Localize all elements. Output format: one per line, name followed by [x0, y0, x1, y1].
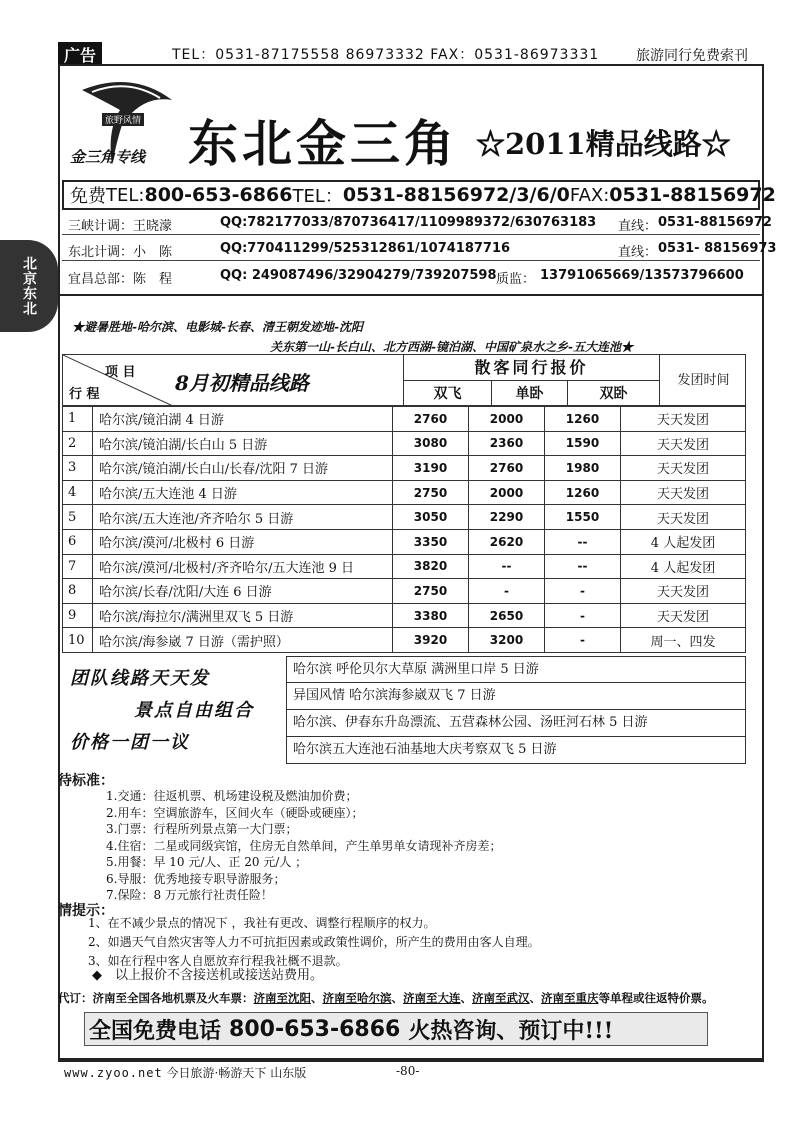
row-number: 1 [63, 407, 93, 432]
standard-item: 5.用餐：早 10 元/人、正 20 元/人 ； [106, 855, 308, 869]
table-row [63, 579, 746, 604]
agent-prefix: 代订：济南至全国各地机票及火车票： [58, 991, 254, 1005]
price-double-sleeper: - [545, 628, 621, 653]
price-table-header [62, 354, 746, 406]
staff-line: 0531- 88156973 [658, 241, 777, 256]
staff-qq: QQ:770411299/525312861/1074187716 [220, 241, 511, 256]
price-double-sleeper: -- [545, 554, 621, 579]
agent-route[interactable]: 济南至哈尔滨 [322, 991, 392, 1005]
price-double-sleeper: -- [545, 529, 621, 554]
route-label: 行 程 [69, 387, 100, 402]
footer [64, 1064, 306, 1081]
price-single-sleeper: 2290 [469, 505, 545, 530]
staff-dept: 东北计调：小 陈 [68, 245, 173, 260]
table-row [63, 554, 746, 579]
header-tel-fax: TEL：0531-87175558 86973332 FAX：0531-86973331 [172, 47, 600, 63]
price-double-fly: 3050 [393, 505, 469, 530]
staff-qq: QQ: 249087496/32904279/739207598 [220, 268, 497, 283]
row-number: 10 [63, 628, 93, 653]
price-single-sleeper: 2000 [469, 480, 545, 505]
row-route: 哈尔滨/五大连池/齐齐哈尔 5 日游 [93, 505, 393, 530]
divider [58, 294, 764, 296]
price-double-sleeper: 1590 [545, 431, 621, 456]
row-route: 哈尔滨/长春/沈阳/大连 6 日游 [93, 579, 393, 604]
row-departure: 天天发团 [621, 480, 746, 505]
table-row [63, 407, 746, 432]
row-departure: 天天发团 [621, 431, 746, 456]
staff-line-label: 直线： [618, 245, 658, 260]
staff-line-label: 质监： [496, 272, 536, 287]
staff-line: 13791065669/13573796600 [540, 268, 744, 283]
tip-item: 3、如在行程中客人自愿放弃行程我社概不退款。 [88, 954, 348, 968]
price-double-sleeper: 1260 [545, 480, 621, 505]
team-route: 异国风情 哈尔滨海参崴双飞 7 日游 [286, 683, 746, 710]
col-single-sleeper: 单卧 [491, 381, 567, 407]
hotline-cta: 火热咨询、预订中!!! [408, 1017, 614, 1044]
row-route: 哈尔滨/漠河/北极村 6 日游 [93, 529, 393, 554]
price-single-sleeper: 3200 [469, 628, 545, 653]
price-double-fly: 2750 [393, 480, 469, 505]
row-route: 哈尔滨/镜泊湖/长白山/长春/沈阳 7 日游 [93, 456, 393, 481]
staff-row [62, 237, 777, 261]
table-title: 8月初精品线路 [175, 371, 309, 395]
footer-url[interactable]: www.zyoo.net [64, 1066, 163, 1080]
standards-heading: 待标准： [58, 773, 114, 789]
tip-item: 1、在不减少景点的情况下 ，我社有更改、调整行程顺序的权力。 [88, 916, 436, 930]
header-right-text: 旅游同行免费索刊 [636, 48, 748, 64]
tel2-label: TEL： [292, 186, 343, 207]
price-single-sleeper: 2620 [469, 529, 545, 554]
logo-brand: 旅野风情 [102, 113, 144, 126]
row-route: 哈尔滨/镜泊湖 4 日游 [93, 407, 393, 432]
row-number: 3 [63, 456, 93, 481]
fax-label: FAX: [569, 184, 610, 206]
row-route: 哈尔滨/海参崴 7 日游（需护照） [93, 628, 393, 653]
price-single-sleeper: - [469, 579, 545, 604]
footer-edition: 山东版 [270, 1066, 307, 1080]
quote-label: 散客同行报价 [403, 355, 659, 381]
hotline-label: 全国免费电话 [89, 1017, 222, 1044]
standard-item: 6.导服：优秀地接专职导游服务； [106, 871, 286, 886]
logo-script: 金三角专线 [70, 148, 146, 166]
tip-item: 2、如遇天气自然灾害等人力不可抗拒因素或政策性调价，所产生的费用由客人自理。 [88, 935, 540, 949]
price-double-fly: 2750 [393, 579, 469, 604]
standard-item: 4.住宿：二星或同级宾馆，住房无自然单间，产生单男单女请现补齐房差； [106, 838, 502, 853]
row-departure: 天天发团 [621, 505, 746, 530]
sub-title: ☆2011精品线路☆ [476, 127, 731, 161]
standards-list [106, 788, 501, 904]
standard-item: 2.用车：空调旅游车，区间火车（硬卧或硬座）； [106, 805, 364, 820]
price-double-sleeper: 1260 [545, 407, 621, 432]
ad-tag: 广告 [58, 42, 102, 66]
row-route: 哈尔滨/海拉尔/满洲里双飞 5 日游 [93, 603, 393, 628]
price-double-fly: 3920 [393, 628, 469, 653]
price-double-fly: 3080 [393, 431, 469, 456]
standard-item: 7.保险：8 万元旅行社责任险！ [106, 888, 273, 902]
price-single-sleeper: 2650 [469, 603, 545, 628]
table-row [63, 480, 746, 505]
staff-dept: 宜昌总部：陈 程 [68, 272, 173, 287]
row-departure: 4 人起发团 [621, 554, 746, 579]
col-double-sleeper: 双卧 [567, 381, 659, 407]
team-route-list [286, 656, 746, 764]
row-route: 哈尔滨/镜泊湖/长白山 5 日游 [93, 431, 393, 456]
row-route: 哈尔滨/五大连池 4 日游 [93, 480, 393, 505]
item-label: 项 目 [105, 365, 136, 380]
footer-slogan: 今日旅游·畅游天下 [166, 1066, 267, 1080]
row-number: 8 [63, 579, 93, 604]
bottom-divider [58, 1060, 764, 1062]
col-double-fly: 双飞 [403, 381, 491, 407]
free-label: 免费 [70, 186, 106, 207]
agent-line: 代订：济南至全国各地机票及火车票：济南至沈阳、济南至哈尔滨、济南至大连、济南至武汉、济南至重庆等单程或往返特价票。 [58, 991, 714, 1005]
table-row [63, 529, 746, 554]
fax-number: 0531-88156972 [609, 184, 776, 206]
staff-dept: 三峡计调：王晓濛 [68, 219, 173, 234]
tips-heading: 情提示： [58, 903, 114, 919]
price-single-sleeper: 2000 [469, 407, 545, 432]
price-single-sleeper: 2360 [469, 431, 545, 456]
price-single-sleeper: 2760 [469, 456, 545, 481]
team-route: 哈尔滨、伊春东升岛漂流、五营森林公园、汤旺河石林 5 日游 [286, 710, 746, 737]
row-number: 4 [63, 480, 93, 505]
row-departure: 天天发团 [621, 407, 746, 432]
table-row [63, 505, 746, 530]
staff-line: 0531-88156972 [658, 215, 772, 230]
contact-box [62, 180, 776, 210]
agent-route[interactable]: 济南至大连 [403, 991, 461, 1005]
team-line2: 景点自由组合 [134, 700, 254, 721]
row-departure: 天天发团 [621, 456, 746, 481]
table-row [63, 456, 746, 481]
row-number: 9 [63, 603, 93, 628]
row-route: 哈尔滨/漠河/北极村/齐齐哈尔/五大连池 9 日 [93, 554, 393, 579]
row-departure: 天天发团 [621, 579, 746, 604]
row-number: 2 [63, 431, 93, 456]
highlights-line1: ★避暑胜地-哈尔滨、电影城-长春、清王朝发迹地-沈阳 [72, 320, 363, 334]
col-departure: 发团时间 [659, 355, 747, 407]
tips-note: ◆ 以上报价不含接送机或接送站费用。 [92, 968, 323, 983]
standard-item: 3.门票：行程所列景点第一大门票； [106, 822, 298, 836]
tel2-number: 0531-88156972/3/6/0 [342, 184, 570, 206]
price-double-fly: 2760 [393, 407, 469, 432]
free-number: 800-653-6866 [144, 184, 293, 206]
price-double-sleeper: - [545, 603, 621, 628]
tips-list [88, 914, 540, 971]
standard-item: 1.交通：往返机票、机场建设税及燃油加价费； [106, 789, 358, 803]
staff-line-label: 直线： [618, 219, 658, 234]
table-row [63, 628, 746, 653]
staff-row [62, 264, 760, 288]
price-double-sleeper: - [545, 579, 621, 604]
hotline-number: 800-653-6866 [229, 1016, 401, 1042]
tel-label: TEL: [106, 184, 145, 206]
table-row [63, 431, 746, 456]
price-double-sleeper: 1980 [545, 456, 621, 481]
row-number: 5 [63, 505, 93, 530]
price-double-fly: 3380 [393, 603, 469, 628]
highlights-line2: 关东第一山-长白山、北方西湖-镜泊湖、中国矿泉水之乡-五大连池★ [270, 340, 633, 354]
staff-row [62, 211, 772, 235]
agent-route[interactable]: 济南至重庆 [541, 991, 599, 1005]
price-double-fly: 3350 [393, 529, 469, 554]
staff-qq: QQ:782177033/870736417/1109989372/630763183 [220, 215, 597, 230]
team-line1: 团队线路天天发 [70, 668, 210, 689]
row-number: 7 [63, 554, 93, 579]
agent-suffix: 等单程或往返特价票。 [598, 991, 714, 1005]
main-title: 东北金三角 [188, 114, 458, 173]
hotline-banner [84, 1012, 708, 1046]
side-tab: 北京东北 [0, 240, 58, 332]
team-route: 哈尔滨五大连池石油基地大庆考察双飞 5 日游 [286, 737, 746, 764]
price-double-sleeper: 1550 [545, 505, 621, 530]
team-route: 哈尔滨 呼伦贝尔大草原 满洲里口岸 5 日游 [286, 656, 746, 683]
row-departure: 4 人起发团 [621, 529, 746, 554]
team-line3: 价格一团一议 [70, 732, 190, 753]
team-slogan [62, 656, 286, 766]
agent-route[interactable]: 济南至沈阳 [253, 991, 311, 1005]
price-double-fly: 3820 [393, 554, 469, 579]
price-table [62, 406, 746, 653]
row-departure: 周一、四发 [621, 628, 746, 653]
agent-route[interactable]: 济南至武汉 [472, 991, 530, 1005]
price-single-sleeper: -- [469, 554, 545, 579]
table-row [63, 603, 746, 628]
price-double-fly: 3190 [393, 456, 469, 481]
row-number: 6 [63, 529, 93, 554]
row-departure: 天天发团 [621, 603, 746, 628]
page-number: -80- [396, 1064, 420, 1078]
